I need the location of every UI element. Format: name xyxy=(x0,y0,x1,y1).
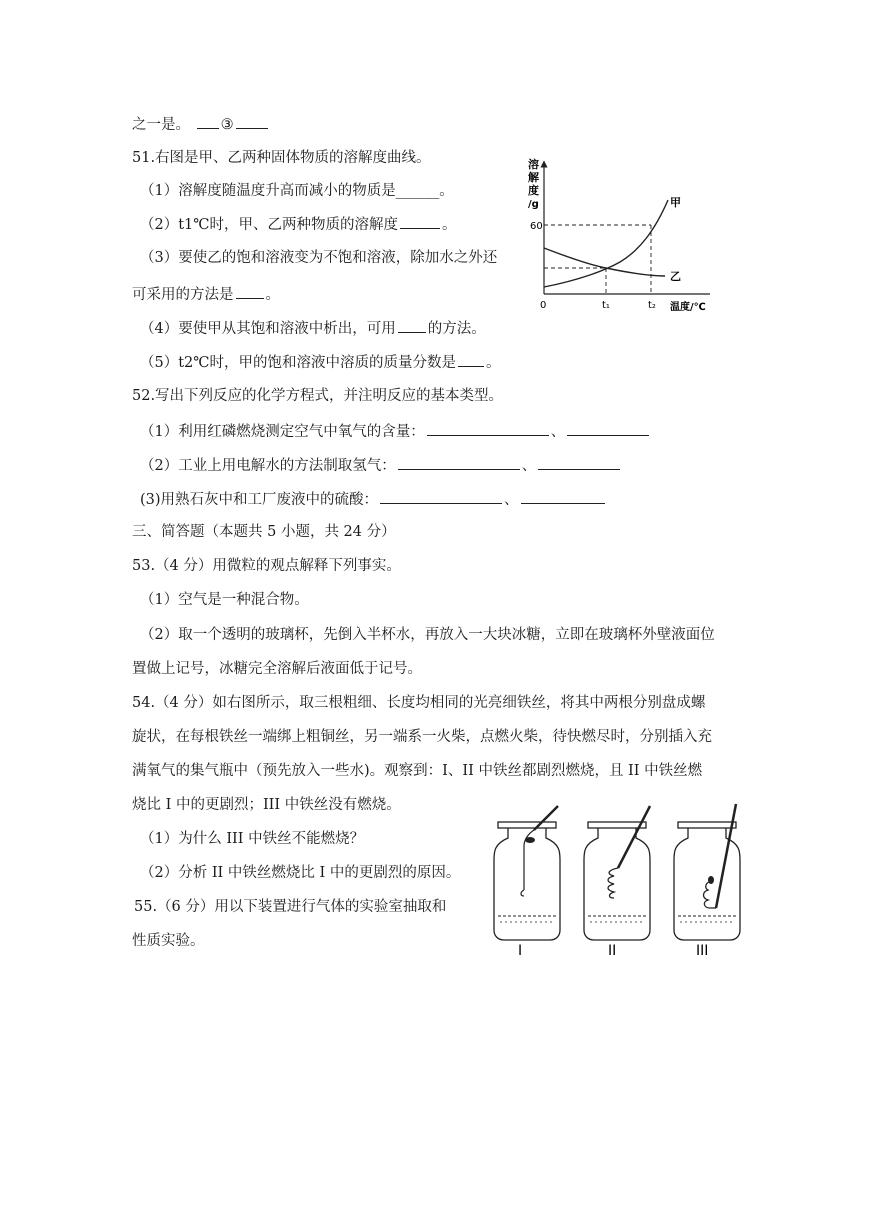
blank-marker: ③ xyxy=(220,117,234,133)
question-55-b: 性质实验。 xyxy=(132,933,205,949)
question-51-1: （1）溶解度随温度升高而减小的物质是______。 xyxy=(140,183,454,199)
y-axis-label-1: 溶 xyxy=(528,158,539,171)
question-text: （5）t2℃时，甲的饱和溶液中溶质的质量分数是 xyxy=(140,355,456,371)
answer-blank[interactable] xyxy=(197,114,219,129)
question-52-3 xyxy=(140,489,607,510)
question-text: （2）t1℃时，甲、乙两种物质的溶解度 xyxy=(140,217,398,233)
answer-blank[interactable] xyxy=(521,489,605,504)
series-jia-label: 甲 xyxy=(670,196,681,209)
answer-blank[interactable] xyxy=(400,214,440,229)
answer-blank[interactable] xyxy=(380,489,502,504)
jars-svg xyxy=(490,800,760,960)
x-tick-label: t₂ xyxy=(648,300,656,311)
x-axis-label: 温度/℃ xyxy=(670,302,706,313)
question-51-5 xyxy=(140,352,501,373)
answer-blank[interactable] xyxy=(398,455,520,470)
jar-2 xyxy=(584,806,650,940)
jar-label-3: III xyxy=(696,943,709,959)
solubility-chart-svg xyxy=(510,150,730,325)
question-text: 。 xyxy=(442,217,457,233)
question-text: (3)用熟石灰中和工厂废液中的硫酸： xyxy=(140,492,379,508)
series-yi-label: 乙 xyxy=(670,270,681,283)
jar-1 xyxy=(494,806,560,940)
jar-3 xyxy=(674,804,740,940)
text-line-0 xyxy=(132,114,270,135)
y-axis-label-3: 度 xyxy=(528,184,539,197)
question-text: （4）要使甲从其饱和溶液中析出，可用 xyxy=(140,321,396,337)
series-jia-line xyxy=(544,200,668,287)
question-54-a: 54.（4 分）如右图所示，取三根粗细、长度均相同的光亮细铁丝，将其中两根分别盘成螺 xyxy=(132,695,706,711)
question-54-c: 满氧气的集气瓶中（预先放入一些水)。观察到：I、II 中铁丝都剧烈燃烧，且 II 中铁丝燃 xyxy=(132,763,703,779)
section-3-heading: 三、简答题（本题共 5 小题，共 24 分） xyxy=(132,524,396,540)
question-text: （1）利用红磷燃烧测定空气中氧气的含量： xyxy=(140,424,425,440)
y-axis-label-4: /g xyxy=(528,199,539,210)
separator: 、 xyxy=(504,492,519,508)
answer-blank[interactable] xyxy=(427,421,549,436)
question-text: 可采用的方法是 xyxy=(132,287,234,303)
question-text: 。 xyxy=(265,287,280,303)
question-53-1: （1）空气是一种混合物。 xyxy=(140,592,309,608)
separator: 、 xyxy=(550,424,566,440)
answer-blank[interactable] xyxy=(567,421,649,436)
separator: 、 xyxy=(521,458,537,474)
jar-label-1: I xyxy=(518,943,523,959)
question-53-title: 53.（4 分）用微粒的观点解释下列事实。 xyxy=(132,558,401,574)
question-53-2a: （2）取一个透明的玻璃杯，先倒入半杯水，再放入一大块冰糖，立即在玻璃杯外壁液面位 xyxy=(140,627,715,643)
y-tick-label: 60 xyxy=(530,221,543,232)
question-52-title: 52.写出下列反应的化学方程式，并注明反应的基本类型。 xyxy=(132,388,504,404)
text-prefix: 之一是。 xyxy=(132,117,190,133)
question-51-3a: （3）要使乙的饱和溶液变为不饱和溶液，除加水之外还 xyxy=(140,250,498,266)
question-52-2 xyxy=(140,455,622,476)
y-axis-label-2: 解 xyxy=(528,171,539,184)
question-51-title: 51.右图是甲、乙两种固体物质的溶解度曲线。 xyxy=(132,150,431,166)
question-text: 。 xyxy=(486,355,501,371)
series-yi-line xyxy=(544,248,665,276)
question-51-3b xyxy=(132,284,280,305)
question-53-2b: 置做上记号，冰糖完全溶解后液面低于记号。 xyxy=(132,661,422,677)
answer-blank[interactable] xyxy=(458,352,484,367)
answer-blank[interactable] xyxy=(236,284,264,299)
x-tick-label: t₁ xyxy=(602,300,610,311)
question-52-1 xyxy=(140,421,651,442)
solubility-chart xyxy=(510,150,730,325)
question-51-2 xyxy=(140,214,457,235)
question-text: （2）工业上用电解水的方法制取氢气： xyxy=(140,458,396,474)
iron-wire-jars-figure xyxy=(490,800,760,960)
answer-blank[interactable] xyxy=(538,455,620,470)
question-51-4 xyxy=(140,318,486,339)
question-54-d: 烧比 I 中的更剧烈；III 中铁丝没有燃烧。 xyxy=(132,797,401,813)
jar-label-2: II xyxy=(608,943,617,959)
question-54-2: （2）分析 II 中铁丝燃烧比 I 中的更剧烈的原因。 xyxy=(140,865,461,881)
question-text: 的方法。 xyxy=(427,321,486,337)
x-tick-label: 0 xyxy=(540,300,547,311)
question-55-a: 55.（6 分）用以下装置进行气体的实验室抽取和 xyxy=(134,899,447,915)
question-54-1: （1）为什么 III 中铁丝不能燃烧？ xyxy=(140,831,365,847)
answer-blank[interactable] xyxy=(236,114,268,129)
question-54-b: 旋状，在每根铁丝一端绑上粗铜丝，另一端系一火柴，点燃火柴，待快燃尽时，分别插入充 xyxy=(132,729,712,745)
answer-blank[interactable] xyxy=(398,318,426,333)
